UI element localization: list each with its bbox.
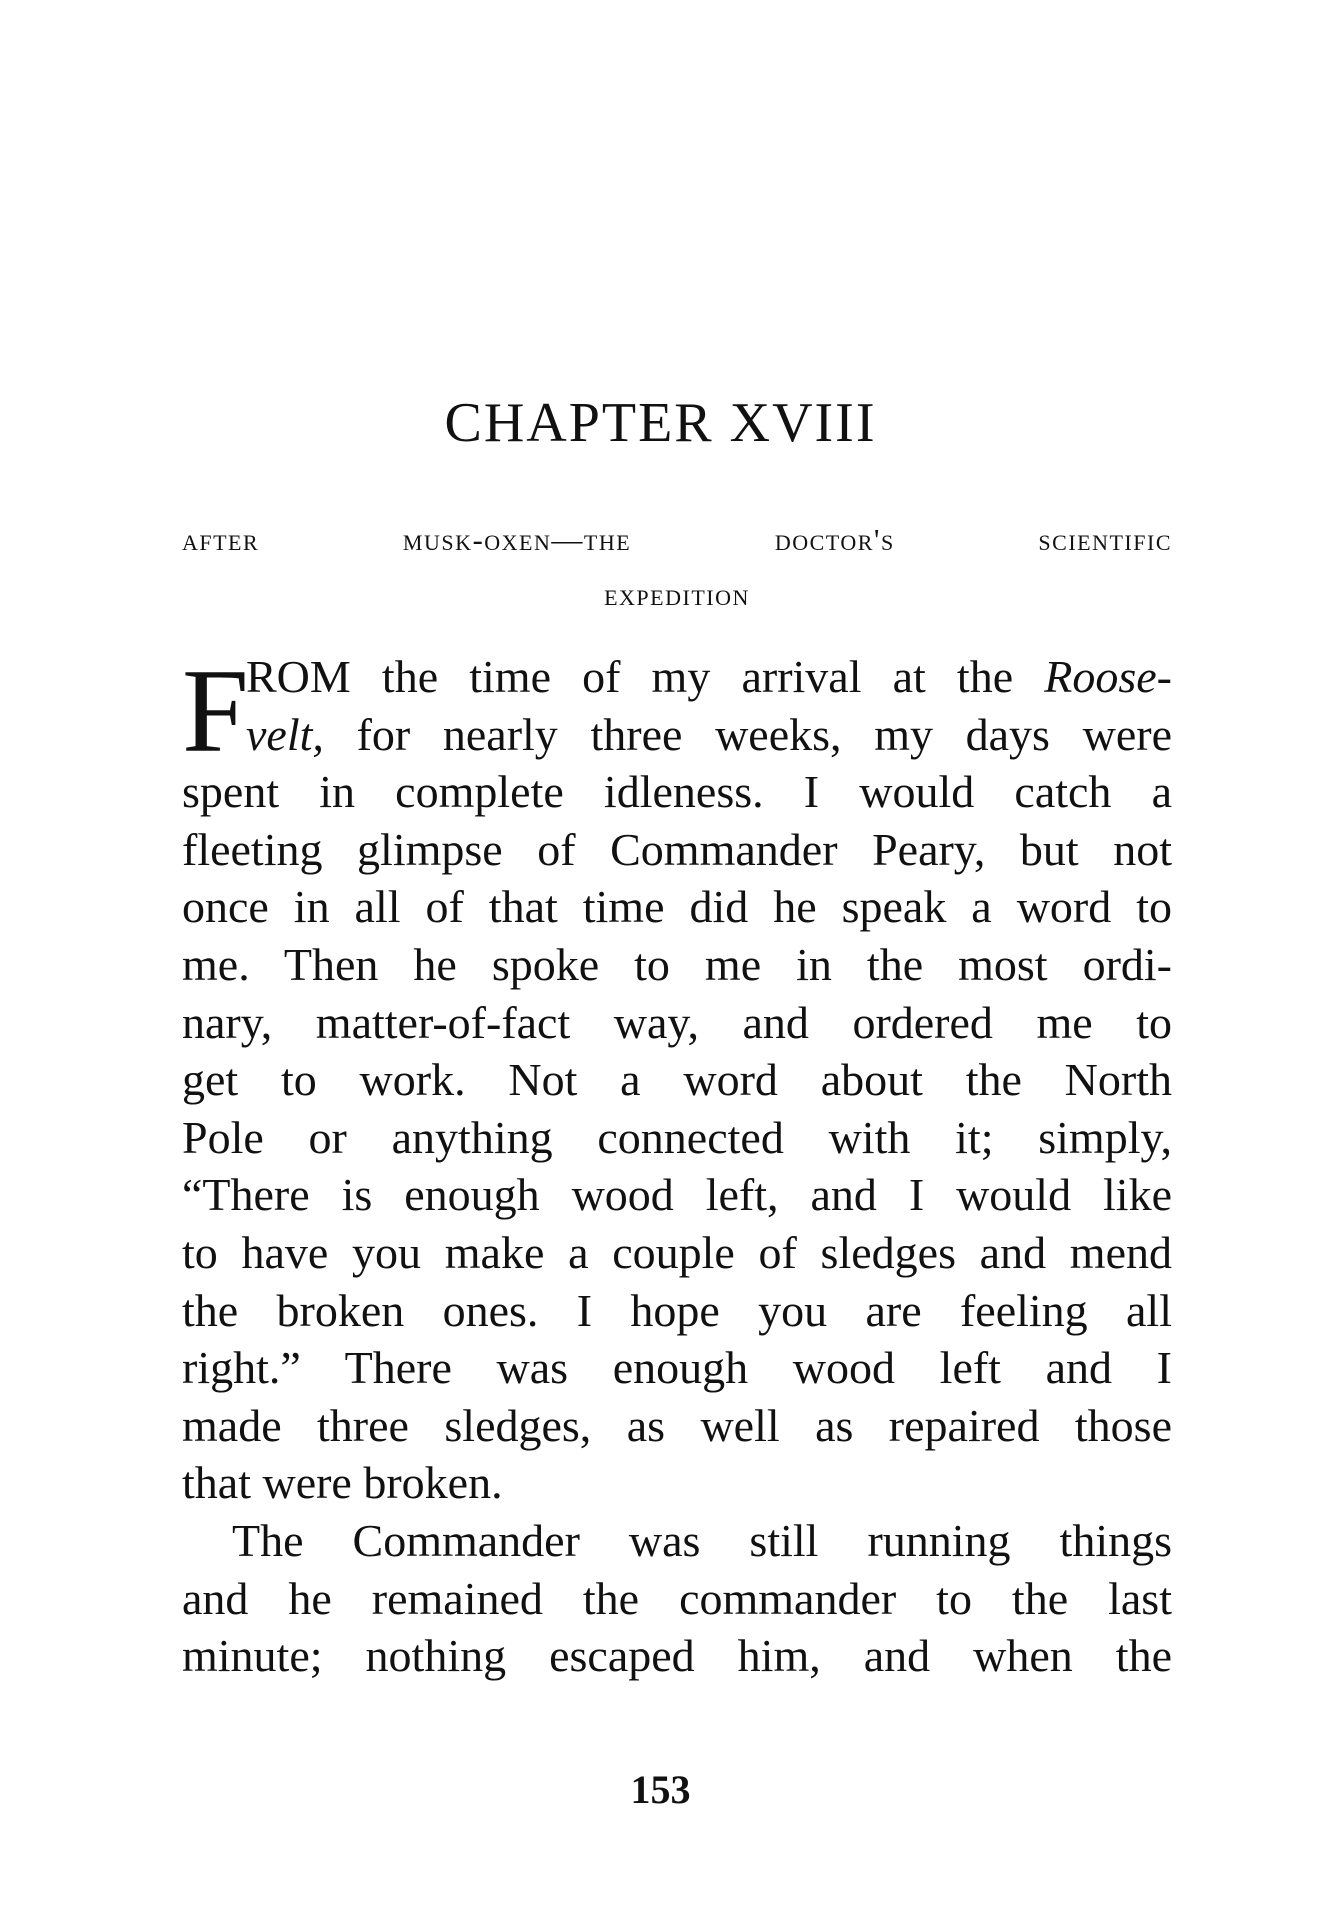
text-line: me. Then he spoke to me in the most ordi- bbox=[182, 938, 1172, 990]
text-line: Pole or anything connected with it; simply, bbox=[182, 1111, 1172, 1163]
text-line: The Commander was still running things bbox=[232, 1514, 1172, 1566]
page-number: 153 bbox=[630, 1767, 691, 1812]
text-line: “There is enough wood left, and I would like bbox=[182, 1169, 1172, 1221]
text-line: nary, matter-of-fact way, and ordered me to bbox=[182, 996, 1172, 1048]
text-line: fleeting glimpse of Commander Peary, but not bbox=[182, 823, 1172, 875]
chapter-title: CHAPTER XVIII bbox=[444, 392, 877, 454]
text-line: minute; nothing escaped him, and when the bbox=[182, 1630, 1172, 1682]
text-line: that were broken. bbox=[182, 1457, 503, 1509]
chapter-subtitle-line-1: after musk-oxen—the doctor's scientific bbox=[182, 522, 1172, 557]
text-line: spent in complete idleness. I would catch a bbox=[182, 766, 1172, 818]
text-line: once in all of that time did he speak a word to bbox=[182, 881, 1172, 933]
chapter-subtitle-line-2: expedition bbox=[604, 577, 750, 612]
text-line: the broken ones. I hope you are feeling all bbox=[182, 1284, 1172, 1336]
chapter-subtitle bbox=[182, 512, 1172, 622]
text-line: made three sledges, as well as repaired those bbox=[182, 1399, 1172, 1451]
body-text bbox=[182, 644, 1172, 1685]
drop-cap-letter: F bbox=[182, 644, 249, 777]
italic-text: velt, bbox=[246, 708, 324, 760]
text-line: and he remained the commander to the last bbox=[182, 1572, 1172, 1624]
text-line: to have you make a couple of sledges and mend bbox=[182, 1226, 1172, 1278]
text-line bbox=[182, 648, 1172, 706]
text-line bbox=[182, 706, 1172, 764]
text-line: right.” There was enough wood left and I bbox=[182, 1342, 1172, 1394]
text-run: for nearly three weeks, my days were bbox=[323, 708, 1172, 760]
text-line: get to work. Not a word about the North bbox=[182, 1054, 1172, 1106]
italic-text: Roose- bbox=[1044, 651, 1172, 702]
text-run: ROM the time of my arrival at the bbox=[246, 651, 1045, 702]
